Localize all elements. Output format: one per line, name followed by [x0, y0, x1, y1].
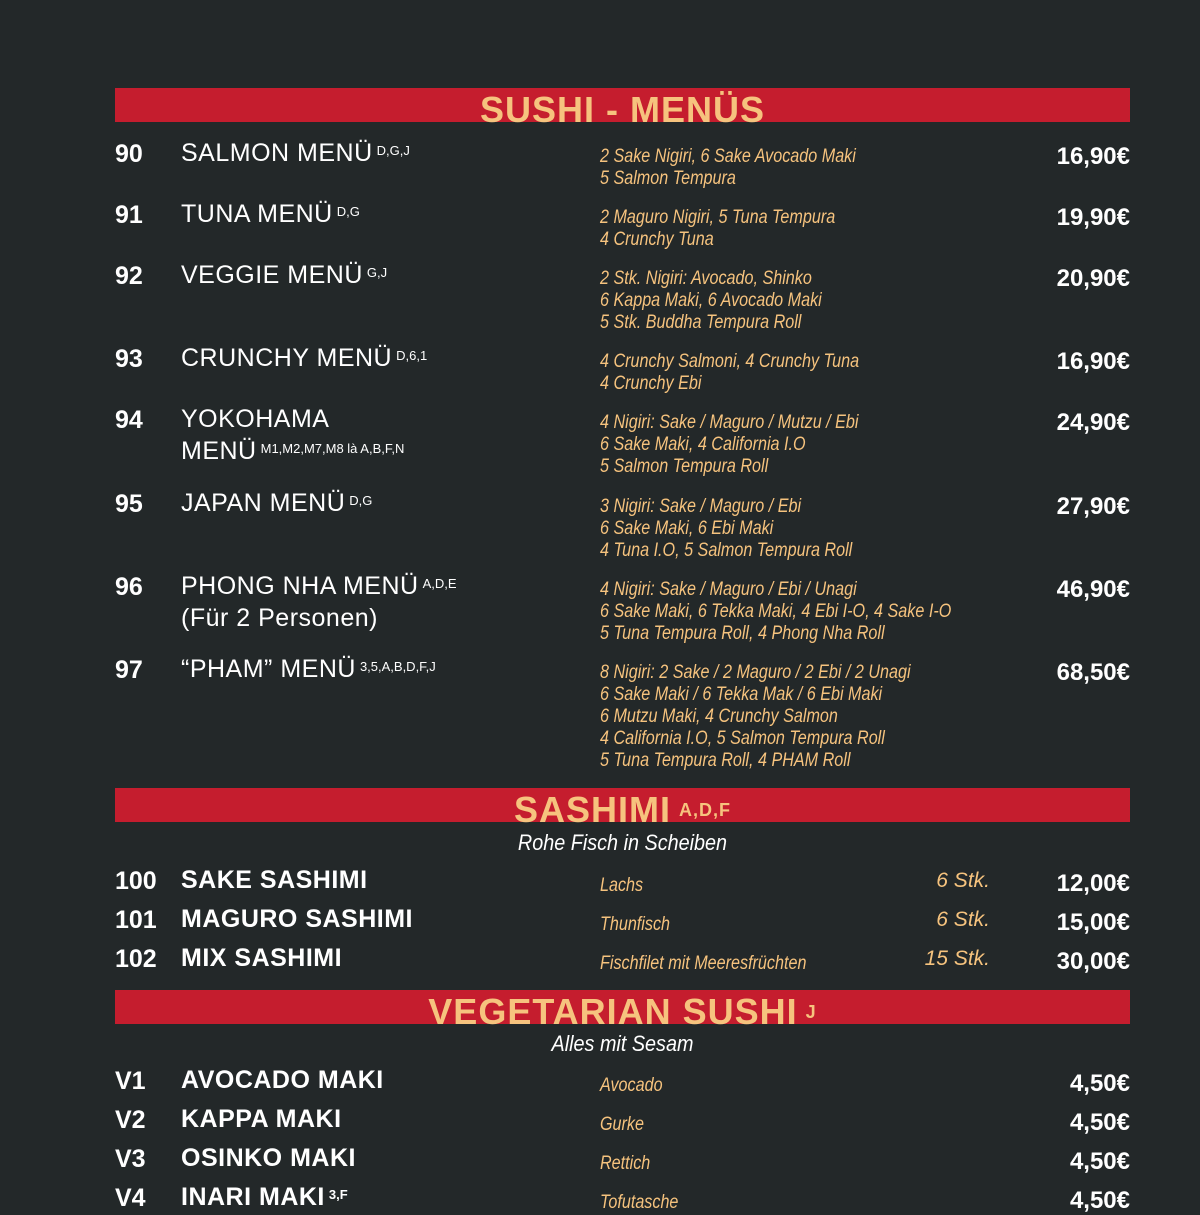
description-line: 6 Sake Maki, 6 Tekka Maki, 4 Ebi I-O, 4 Sake I-O [600, 601, 952, 622]
item-price: 4,50€ [1069, 1187, 1130, 1214]
item-price: 4,50€ [1069, 1148, 1130, 1175]
item-name-text: “PHAM” MENÜ [181, 655, 356, 683]
item-number: 94 [115, 406, 143, 434]
allergen-codes: D,G [349, 493, 373, 508]
item-description [600, 412, 859, 478]
item-name [181, 653, 581, 685]
item-name [181, 903, 581, 935]
item-description [600, 1075, 663, 1097]
item-name [181, 1142, 581, 1174]
allergen-codes: A,D,F [679, 800, 731, 820]
item-description [600, 207, 835, 251]
description-line: 6 Kappa Maki, 6 Avocado Maki [600, 290, 822, 311]
item-number: 100 [115, 867, 157, 895]
item-number: V3 [115, 1145, 146, 1173]
item-price: 12,00€ [1056, 870, 1130, 897]
item-quantity: 6 Stk. [936, 908, 990, 931]
description-line: 4 California I.O, 5 Salmon Tempura Roll [600, 728, 885, 749]
description-line: 4 Crunchy Tuna [600, 229, 714, 250]
description-line: Avocado [600, 1075, 663, 1096]
item-number: V4 [115, 1184, 146, 1212]
description-line: 5 Stk. Buddha Tempura Roll [600, 312, 802, 333]
item-name-note: (Für 2 Personen) [181, 604, 378, 632]
section-subtitle: Rohe Fisch in Scheiben [517, 830, 728, 855]
allergen-codes: 3,5,A,B,D,F,J [359, 659, 436, 674]
item-name [181, 1181, 581, 1213]
allergen-codes: D,G,J [376, 143, 410, 158]
item-description [600, 875, 643, 897]
item-number: 101 [115, 906, 157, 934]
section-title: SUSHI - MENÜS [479, 89, 766, 130]
description-line: Fischfilet mit Meeresfrüchten [600, 953, 807, 974]
item-description [600, 146, 856, 190]
item-number: 91 [115, 201, 143, 229]
item-number: 102 [115, 945, 157, 973]
description-line: 8 Nigiri: 2 Sake / 2 Maguro / 2 Ebi / 2 Unagi [600, 662, 911, 683]
item-name-text: JAPAN MENÜ [181, 489, 346, 517]
section-title: SASHIMI $^{A,D,F}$ [513, 789, 731, 830]
description-line: 4 Crunchy Ebi [600, 373, 702, 394]
allergen-codes: 3,F [328, 1187, 348, 1202]
item-name [181, 864, 581, 896]
description-line: 6 Sake Maki / 6 Tekka Mak / 6 Ebi Maki [600, 684, 883, 705]
description-line: Rettich [600, 1153, 651, 1174]
description-line: 6 Sake Maki, 6 Ebi Maki [600, 518, 774, 539]
item-number: 93 [115, 345, 143, 373]
item-description [600, 662, 911, 772]
item-name [181, 259, 581, 291]
item-price: 27,90€ [1056, 493, 1130, 520]
item-description [600, 1114, 644, 1136]
description-line: 2 Sake Nigiri, 6 Sake Avocado Maki [600, 146, 856, 167]
item-name-text: OSINKO MAKI [181, 1144, 356, 1172]
allergen-codes: A,D,E [422, 576, 457, 591]
item-quantity: 6 Stk. [936, 869, 990, 892]
description-line: Lachs [600, 875, 644, 896]
item-name-text: MIX SASHIMI [181, 944, 343, 972]
item-name-text: TUNA MENÜ [181, 200, 333, 228]
item-price: 46,90€ [1056, 576, 1130, 603]
item-number: 92 [115, 262, 143, 290]
item-number: 96 [115, 573, 143, 601]
description-line: 6 Sake Maki, 4 California I.O [600, 434, 806, 455]
description-line: 4 Nigiri: Sake / Maguro / Ebi / Unagi [600, 579, 857, 600]
item-price: 68,50€ [1056, 659, 1130, 686]
item-name [181, 1064, 581, 1096]
section-subtitle: Alles mit Sesam [551, 1031, 694, 1056]
item-number: V2 [115, 1106, 146, 1134]
item-description [600, 351, 859, 395]
item-description [600, 953, 806, 975]
item-name [181, 198, 581, 230]
item-price: 4,50€ [1069, 1070, 1130, 1097]
item-description [600, 914, 670, 936]
item-price: 16,90€ [1056, 143, 1130, 170]
item-name-text: YOKOHAMA [181, 405, 330, 433]
description-line: 4 Crunchy Salmoni, 4 Crunchy Tuna [600, 351, 860, 372]
item-description [600, 1192, 678, 1214]
section-title: VEGETARIAN SUSHI $^J$ [428, 991, 817, 1032]
description-line: 6 Mutzu Maki, 4 Crunchy Salmon [600, 706, 838, 727]
description-line: 5 Salmon Tempura Roll [600, 456, 769, 477]
section-banner-sushi-menus [115, 88, 1130, 130]
item-name-text-line2: MENÜ [181, 437, 257, 465]
item-name-text: KAPPA MAKI [181, 1105, 342, 1133]
description-line: 4 Tuna I.O, 5 Salmon Tempura Roll [600, 540, 853, 561]
item-name-text: SAKE SASHIMI [181, 866, 368, 894]
item-price: 20,90€ [1056, 265, 1130, 292]
item-number: 95 [115, 490, 143, 518]
description-line: Tofutasche [600, 1192, 679, 1213]
allergen-codes: J [805, 1002, 817, 1022]
item-name-text: VEGGIE MENÜ [181, 261, 363, 289]
item-name [181, 403, 581, 467]
section-banner-sashimi [115, 788, 1130, 830]
item-name-text: AVOCADO MAKI [181, 1066, 384, 1094]
item-description [600, 1153, 650, 1175]
item-name-text: CRUNCHY MENÜ [181, 344, 393, 372]
item-name [181, 1103, 581, 1135]
description-line: 2 Maguro Nigiri, 5 Tuna Tempura [600, 207, 836, 228]
description-line: 2 Stk. Nigiri: Avocado, Shinko [600, 268, 812, 289]
section-banner-vegetarian-sushi [115, 990, 1130, 1032]
description-line: 5 Tuna Tempura Roll, 4 Phong Nha Roll [600, 623, 885, 644]
item-price: 4,50€ [1069, 1109, 1130, 1136]
item-number: 97 [115, 656, 143, 684]
item-description [600, 579, 951, 645]
item-quantity: 15 Stk. [924, 947, 990, 970]
item-description [600, 268, 822, 334]
description-line: 3 Nigiri: Sake / Maguro / Ebi [600, 496, 802, 517]
item-price: 19,90€ [1056, 204, 1130, 231]
item-name [181, 942, 581, 974]
description-line: Gurke [600, 1114, 644, 1135]
item-name-text: PHONG NHA MENÜ [181, 572, 419, 600]
description-line: 4 Nigiri: Sake / Maguro / Mutzu / Ebi [600, 412, 859, 433]
item-name-text: SALMON MENÜ [181, 139, 373, 167]
item-price: 16,90€ [1056, 348, 1130, 375]
description-line: Thunfisch [600, 914, 671, 935]
item-number: V1 [115, 1067, 146, 1095]
allergen-codes: D,G [336, 204, 360, 219]
item-price: 15,00€ [1056, 909, 1130, 936]
item-price: 30,00€ [1056, 948, 1130, 975]
allergen-codes: D,6,1 [396, 348, 428, 363]
allergen-codes: G,J [366, 265, 388, 280]
description-line: 5 Tuna Tempura Roll, 4 PHAM Roll [600, 750, 851, 771]
item-name-text: INARI MAKI [181, 1183, 325, 1211]
item-name [181, 570, 581, 634]
item-number: 90 [115, 140, 143, 168]
item-description [600, 496, 852, 562]
item-name-text: MAGURO SASHIMI [181, 905, 413, 933]
item-name [181, 342, 581, 374]
description-line: 5 Salmon Tempura [600, 168, 736, 189]
item-name [181, 137, 581, 169]
allergen-codes: M1,M2,M7,M8 là A,B,F,N [260, 441, 405, 456]
item-name [181, 487, 581, 519]
item-price: 24,90€ [1056, 409, 1130, 436]
